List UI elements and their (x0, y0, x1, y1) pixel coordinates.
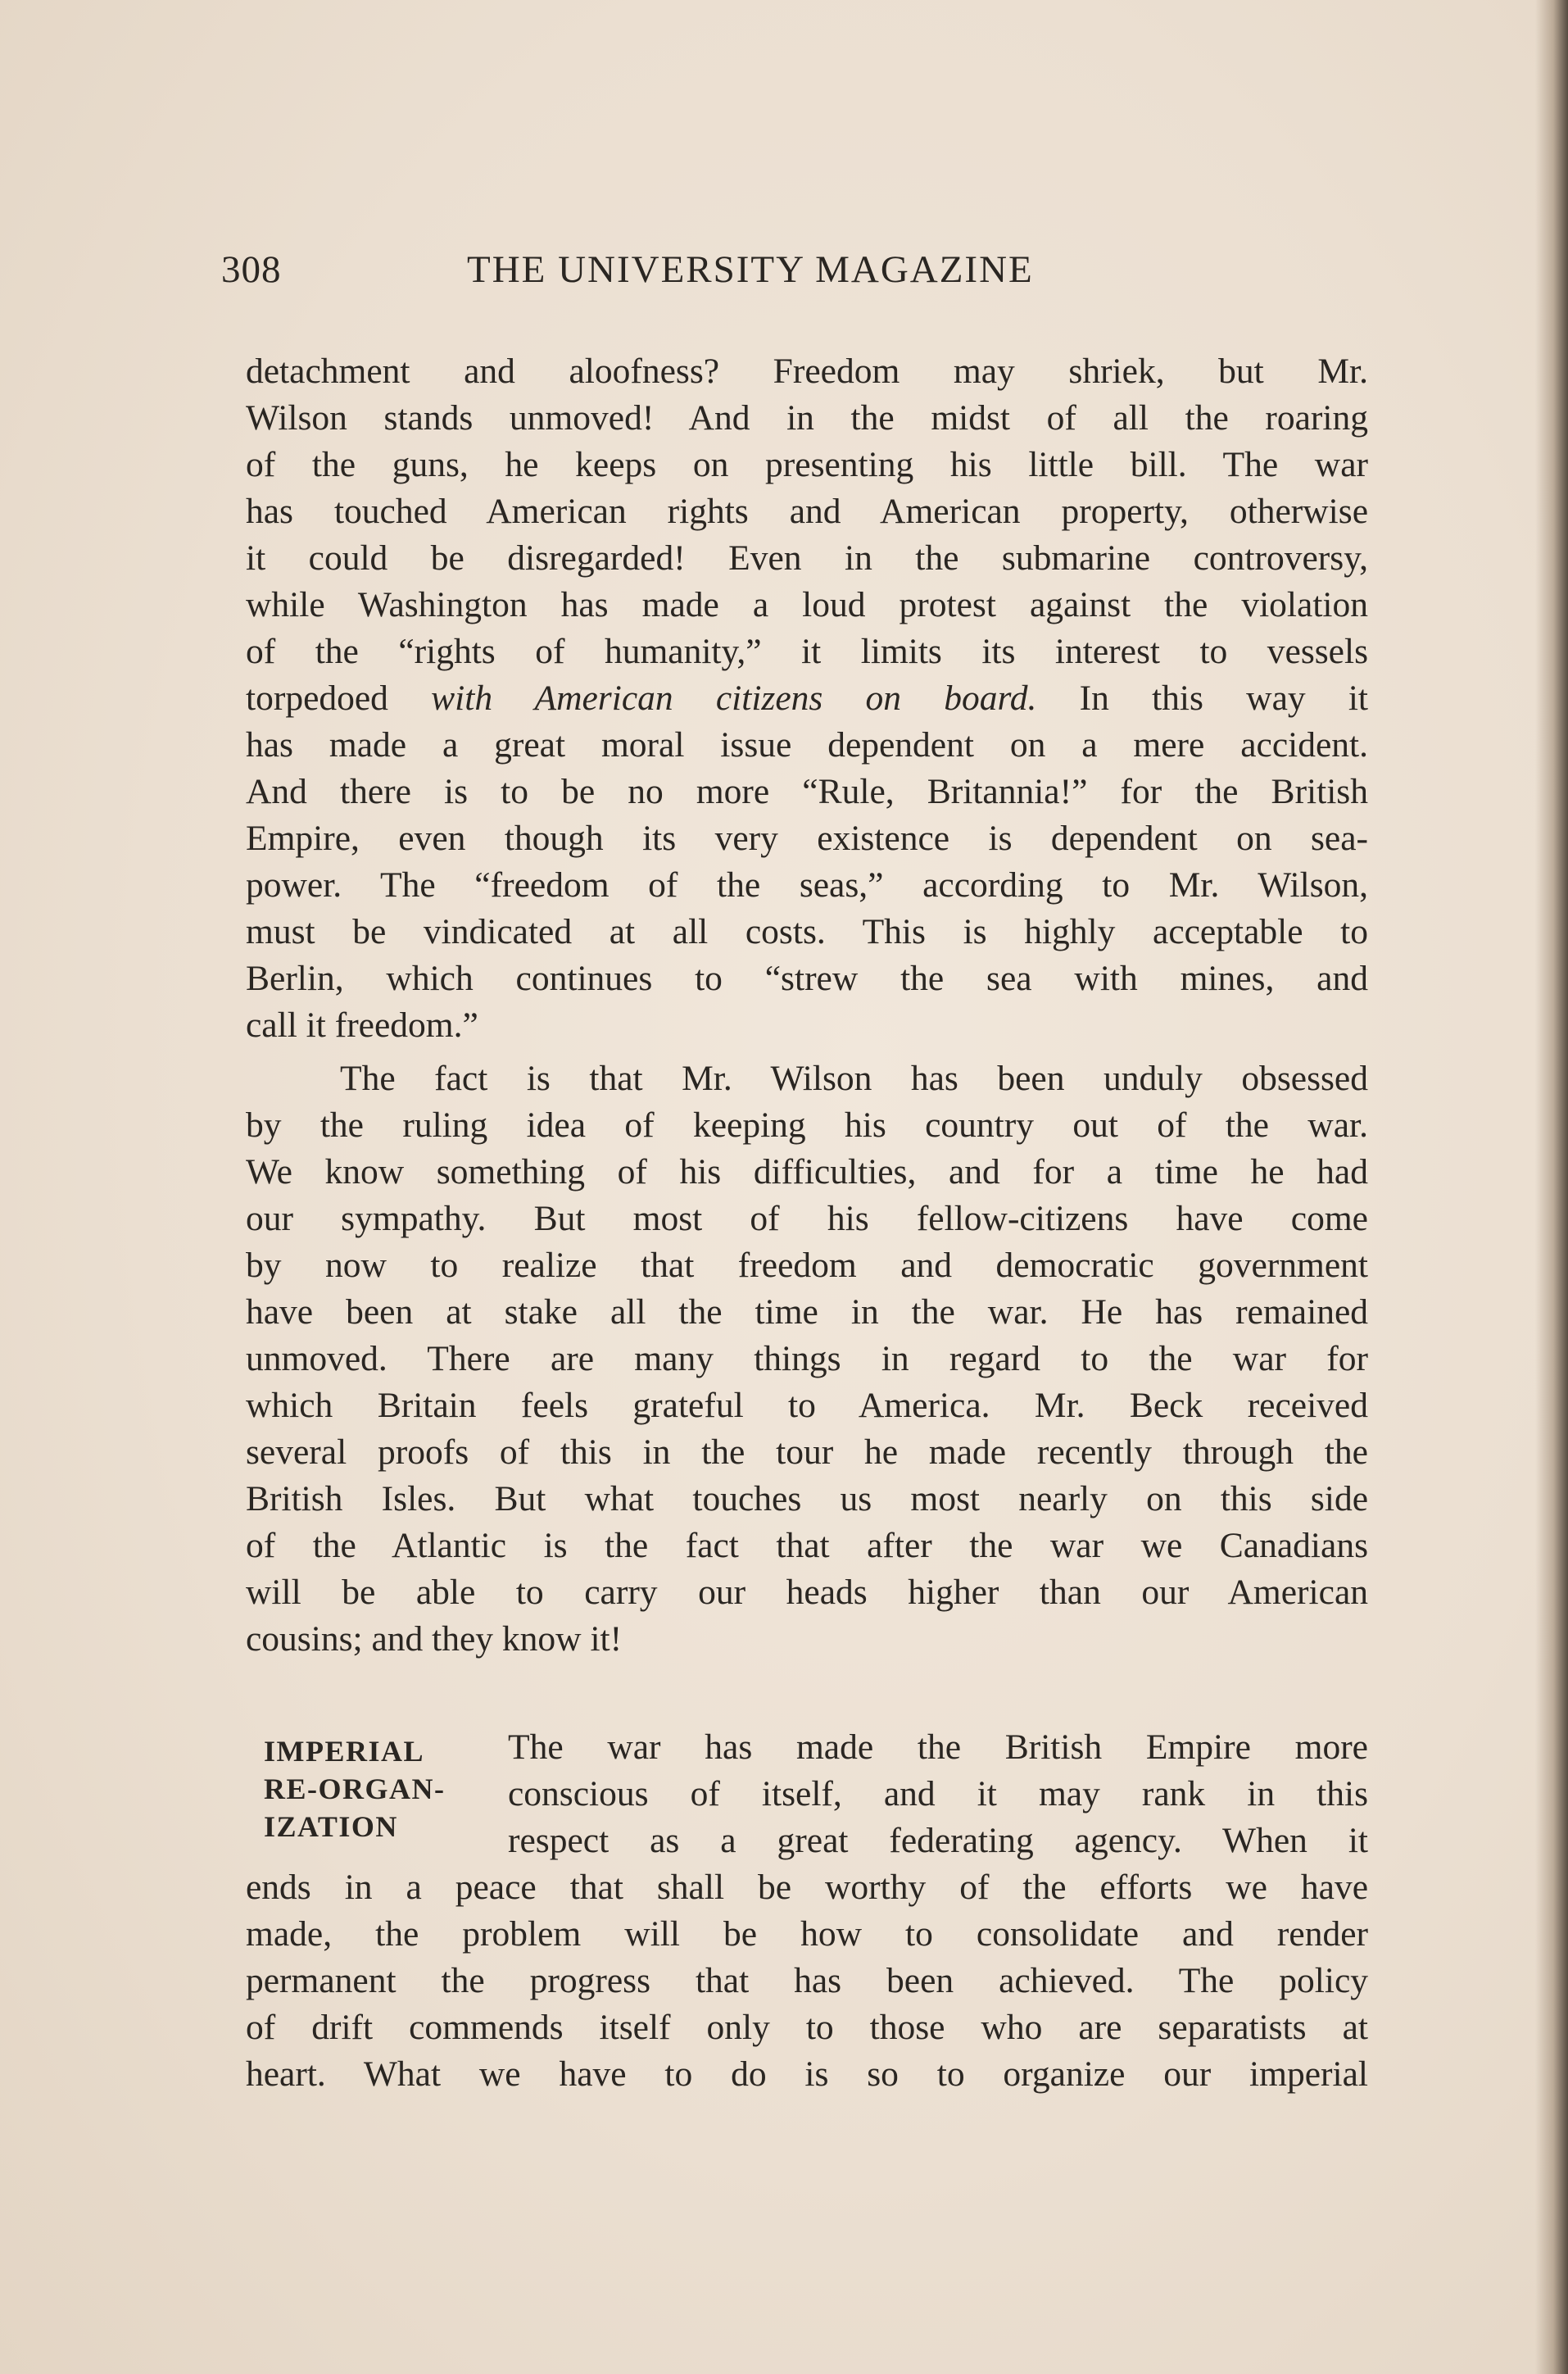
text-line: of the “rights of humanity,” it limits its interest to vessels (246, 632, 1368, 671)
text-line: detachment and aloofness? Freedom may shriek, but Mr. (246, 352, 1368, 391)
text-line: of the guns, he keeps on presenting his little bill. The war (246, 445, 1368, 484)
text-line: Berlin, which continues to “strew the sea with mines, and (246, 959, 1368, 998)
text-run: torpedoed (246, 679, 432, 718)
italic-phrase: with American citizens on board. (431, 679, 1037, 718)
text-line: power. The “freedom of the seas,” according to Mr. Wilson, (246, 865, 1368, 905)
text-line: has touched American rights and American property, otherwise (246, 492, 1368, 531)
text-line: of drift commends itself only to those who are separatists at (246, 2008, 1368, 2047)
page-number: 308 (221, 248, 282, 291)
text-line: made, the problem will be how to consolidate and render (246, 1914, 1368, 1954)
text-line: by the ruling idea of keeping his country out of the war. (246, 1105, 1368, 1145)
text-line: Empire, even though its very existence is dependent on sea- (246, 819, 1368, 858)
text-line: our sympathy. But most of his fellow-citizens have come (246, 1199, 1368, 1238)
text-line: permanent the progress that has been achieved. The policy (246, 1961, 1368, 2000)
margin-heading-line: IZATION (264, 1810, 398, 1843)
text-line: respect as a great federating agency. When it (508, 1821, 1368, 1860)
text-line: British Isles. But what touches us most nearly on this side (246, 1479, 1368, 1518)
text-line-with-italic (246, 675, 1368, 721)
text-line: will be able to carry our heads higher than our American (246, 1573, 1368, 1612)
margin-heading-line: RE-ORGAN- (264, 1773, 446, 1805)
page-header (221, 247, 1372, 305)
text-line: cousins; and they know it! (246, 1619, 623, 1659)
text-line: Wilson stands unmoved! And in the midst of all the roaring (246, 398, 1368, 438)
text-line: heart. What we have to do is so to organize our imperial (246, 2054, 1368, 2094)
text-run: In this way it (1036, 679, 1369, 718)
text-line: call it freedom.” (246, 1005, 478, 1045)
text-line: ends in a peace that shall be worthy of the efforts we have (246, 1868, 1368, 1907)
text-line: while Washington has made a loud protest against the violation (246, 585, 1368, 624)
text-line: which Britain feels grateful to America. Mr. Beck received (246, 1386, 1368, 1425)
text-line: has made a great moral issue dependent on a mere accident. (246, 725, 1368, 765)
page-edge-shadow (1535, 0, 1568, 2374)
text-line: We know something of his difficulties, and for a time he had (246, 1152, 1368, 1192)
text-line: by now to realize that freedom and democratic government (246, 1246, 1368, 1285)
text-line: And there is to be no more “Rule, Britannia!” for the British (246, 772, 1368, 811)
text-line: of the Atlantic is the fact that after the war we Canadians (246, 1526, 1368, 1565)
text-line: it could be disregarded! Even in the submarine controversy, (246, 538, 1368, 578)
margin-heading-line: IMPERIAL (264, 1735, 425, 1768)
text-line: conscious of itself, and it may rank in this (508, 1774, 1368, 1813)
running-head: THE UNIVERSITY MAGAZINE (467, 248, 1034, 291)
text-line: have been at stake all the time in the war. He has remained (246, 1292, 1368, 1332)
text-line: The fact is that Mr. Wilson has been unduly obsessed (340, 1059, 1368, 1098)
text-line: The war has made the British Empire more (508, 1727, 1368, 1767)
text-line: several proofs of this in the tour he made recently through the (246, 1432, 1368, 1472)
text-line: must be vindicated at all costs. This is highly acceptable to (246, 912, 1368, 951)
text-line: unmoved. There are many things in regard to the war for (246, 1339, 1368, 1378)
margin-heading (264, 1732, 445, 1845)
